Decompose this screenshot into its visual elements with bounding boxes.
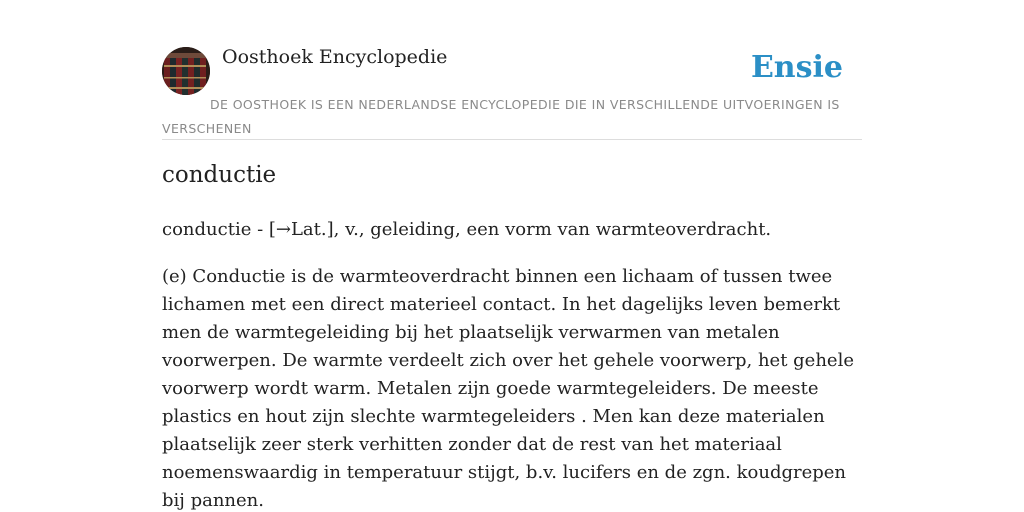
page-title: conductie	[162, 162, 277, 188]
brand-logo-link[interactable]: Ensie	[750, 50, 843, 85]
encyclopedia-books-icon[interactable]	[162, 47, 210, 95]
site-name[interactable]: Oosthoek Encyclopedie	[222, 46, 448, 68]
article-content	[162, 216, 862, 512]
body-paragraph: (e) Conductie is de warmteoverdracht binnen een lichaam of tussen twee lichamen met een direct materieel contact. In het dagelijks leven bemerkt men de warmtegeleiding bij het plaatselijk verwarmen van metalen voorwerpen. De warmte verdeelt zich over het gehele voorwerp, het gehele voorwerp wordt warm. Metalen zijn goede warmtegeleiders. De meeste plastics en hout zijn slechte warmtegeleiders . Men kan deze materialen plaatselijk zeer sterk verhitten zonder dat de rest van het materiaal noemenswaardig in temperatuur stijgt, b.v. lucifers en de zgn. koudgrepen bij pannen.	[162, 266, 854, 511]
definition-paragraph: conductie - [→Lat.], v., geleiding, een vorm van warmteoverdracht.	[162, 219, 772, 240]
site-tagline: DE OOSTHOEK IS EEN NEDERLANDSE ENCYCLOPEDIE DIE IN VERSCHILLENDE UITVOERINGEN IS VERSCHENEN	[162, 97, 840, 136]
header-divider	[162, 139, 862, 140]
